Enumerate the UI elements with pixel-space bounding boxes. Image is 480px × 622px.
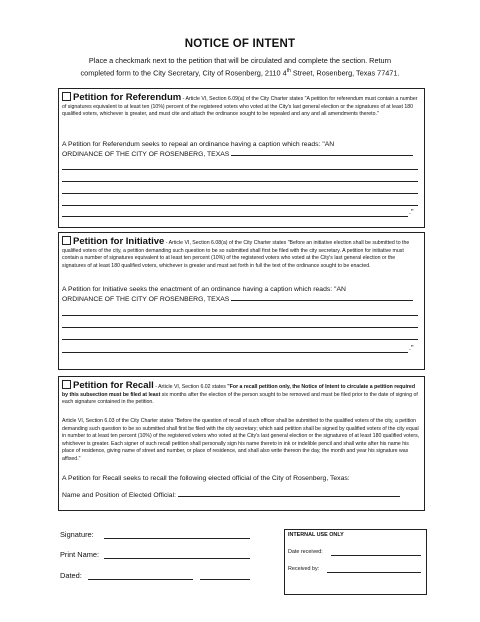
recall-charter-note: Article VI, Section 6.03 of the City Charter states "Before the question of recall of such officer shall be submitted to the qualified voters of the city, a petition demanding such question to be so submitted shall first be filed with the city secretary; which said petition shall be signed by qualified voters of the city equal in number to at least ten percent (10%) of the registered voters who voted at the City's last general election or the signatures of at least 180 qualified voters, whichever is greater. Each signer of such recall petition shall personally sign his name thereto in ink or indelible pencil and shall write after his name his place of residence, giving name of street and number, or place of residence, and shall also write thereon the day, the month and year his signature was affixed.": [62, 418, 420, 462]
recall-citation-a: Article VI, Section 6.02 states: [158, 384, 228, 390]
initiative-title: Petition for Initiative: [73, 236, 165, 247]
referendum-caption-line[interactable]: [62, 216, 408, 217]
dated-label: Dated:: [60, 571, 82, 580]
recall-official-field[interactable]: [178, 490, 400, 497]
referendum-section: [58, 88, 425, 228]
initiative-header: [62, 236, 420, 270]
initiative-dash: -: [164, 240, 169, 246]
referendum-caption-prefix: ORDINANCE OF THE CITY OF ROSENBERG, TEXAS: [62, 151, 230, 159]
signature-label: Signature:: [60, 530, 94, 539]
internal-use-box: [284, 529, 427, 595]
recall-official-label: Name and Position of Elected Official:: [62, 492, 176, 499]
recall-section: [58, 376, 425, 511]
referendum-dash: -: [181, 96, 186, 102]
recall-header: [62, 380, 420, 407]
recall-dash: -: [153, 384, 159, 390]
instructions: [60, 56, 420, 78]
date-received-field[interactable]: [331, 555, 421, 556]
instructions-line-2b: Street, Rosenberg, Texas 77471.: [290, 68, 400, 78]
referendum-title: Petition for Referendum: [73, 92, 182, 103]
received-by-label: Received by:: [288, 566, 320, 572]
signature-field[interactable]: [104, 538, 250, 539]
recall-citation-b: "For a recall petition only, the Notice of Intent to circulate a petition required by this subsection must be filed at least: [62, 384, 415, 398]
initiative-section: [58, 232, 425, 370]
dated-year-field[interactable]: [200, 579, 250, 580]
initiative-prompt: [62, 285, 420, 305]
referendum-caption-line[interactable]: [62, 169, 418, 170]
initiative-caption-line[interactable]: [62, 327, 418, 328]
instructions-line-2a: completed form to the City Secretary, City of Rosenberg, 2110 4: [80, 68, 287, 78]
recall-checkbox[interactable]: [62, 380, 71, 389]
ordinal-suffix: th: [286, 68, 291, 74]
initiative-checkbox[interactable]: [62, 236, 71, 245]
recall-title: Petition for Recall: [73, 380, 154, 391]
initiative-prompt-line-2: [62, 294, 420, 304]
print-name-field[interactable]: [104, 558, 250, 559]
referendum-citation: Article VI, Section 6.09(a) of the City Charter states "A petition for referendum must contain a number of signatures equivalent to at least ten (10%) percent of the registered voters who voted at the City's last general election or the signatures of at least 180 qualified voters, whichever is greater, and must cite and attach the ordinance sought to be repealed and any and all amendments thereto.": [62, 96, 418, 118]
referendum-caption-line[interactable]: [62, 181, 418, 182]
referendum-caption-field[interactable]: [231, 149, 413, 156]
dated-field[interactable]: [88, 579, 193, 580]
initiative-end-quote: .": [409, 345, 414, 352]
instructions-line-2: [60, 66, 420, 78]
initiative-citation: Article VI, Section 6.08(a) of the City Charter states "Before an initiative election shall be submitted to the qualified voters of the city, a petition demanding such question to be so submitted shall first be filed with the city secretary. A petition for initiative must contain a number of signatures equivalent to at least ten percent (10%) of the registered voters who voted at the City's last general election or the signatures of at least 180 qualified voters, whichever is greater and must set forth in full the text of the ordinance sought to be enacted.: [62, 240, 410, 269]
referendum-prompt-line-1: A Petition for Referendum seeks to repeal an ordinance having a caption which reads: "AN: [62, 141, 335, 148]
internal-use-title: INTERNAL USE ONLY: [288, 532, 344, 538]
referendum-prompt: [62, 140, 420, 160]
date-received-label: Date received:: [288, 549, 323, 555]
initiative-caption-line[interactable]: [62, 315, 418, 316]
initiative-prompt-line-1: A Petition for Initiative seeks the enactment of an ordinance having a caption which reads: "AN: [62, 286, 346, 293]
referendum-checkbox[interactable]: [62, 92, 71, 101]
referendum-header: [62, 92, 420, 119]
referendum-prompt-line-2: [62, 149, 420, 159]
page-title: NOTICE OF INTENT: [184, 38, 296, 50]
recall-prompt: A Petition for Recall seeks to recall the following elected official of the City of Rosenberg, Texas:: [62, 475, 350, 482]
instructions-line-1: Place a checkmark next to the petition that will be circulated and complete the section. Return: [88, 56, 392, 65]
recall-official: [62, 490, 420, 500]
initiative-caption-prefix: ORDINANCE OF THE CITY OF ROSENBERG, TEXAS: [62, 296, 230, 304]
referendum-end-quote: .": [409, 209, 414, 216]
received-by-field[interactable]: [327, 572, 421, 573]
initiative-caption-line[interactable]: [62, 352, 408, 353]
print-name-label: Print Name:: [60, 550, 100, 559]
referendum-caption-line[interactable]: [62, 205, 418, 206]
initiative-caption-line[interactable]: [62, 339, 418, 340]
initiative-caption-field[interactable]: [231, 294, 413, 301]
recall-citation-c: six months after the election of the person sought to be removed and must be filed prior to the date of signing of each signature contained in the petition.: [62, 391, 418, 406]
referendum-caption-line[interactable]: [62, 193, 418, 194]
